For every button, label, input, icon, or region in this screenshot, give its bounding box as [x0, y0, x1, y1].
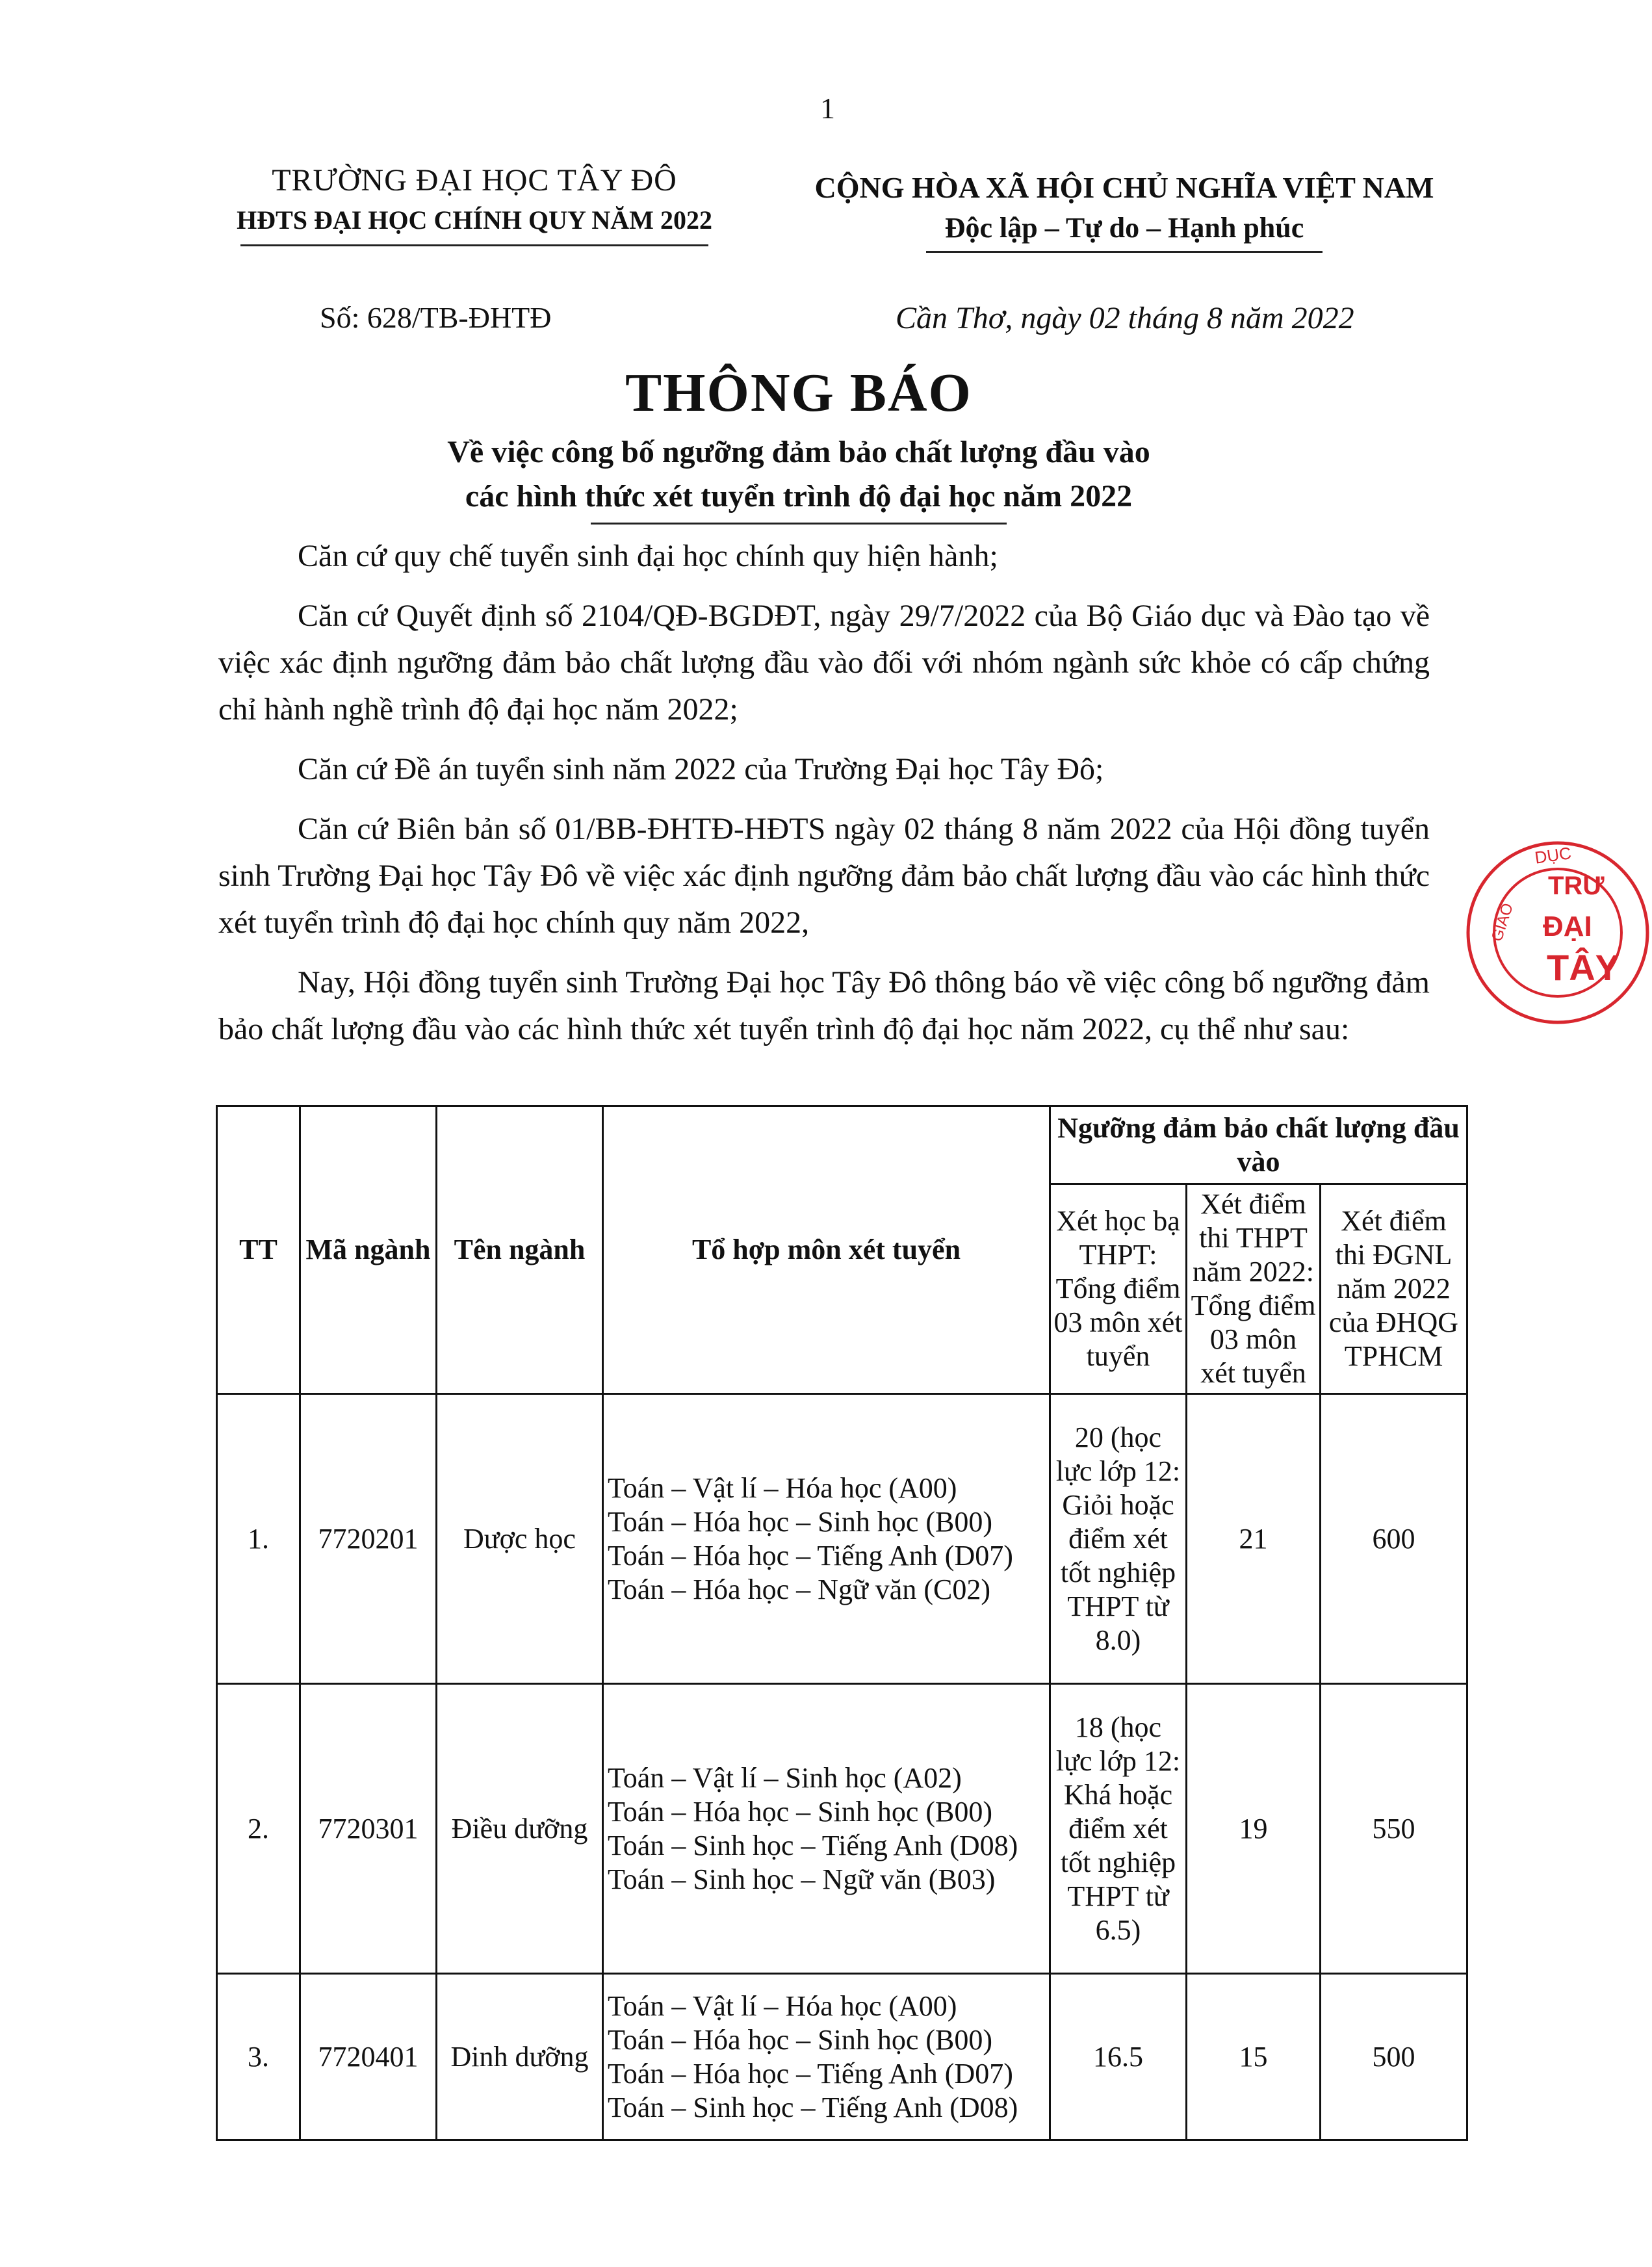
table-row [217, 1684, 1467, 1974]
combo-item: Toán – Sinh học – Tiếng Anh (D08) [608, 2091, 1018, 2123]
row-dgnl: 550 [1321, 1684, 1467, 1974]
paragraph: Căn cứ Quyết định số 2104/QĐ-BGDĐT, ngày 29/7/2022 của Bộ Giáo dục và Đào tạo về việc xác định ngưỡng đảm bảo chất lượng đầu vào đối với nhóm ngành sức khỏe có cấp chứng chỉ hành nghề trình độ đại học năm 2022; [218, 599, 1430, 727]
row-thpt: 15 [1187, 1974, 1321, 2140]
subtitle-underline [591, 523, 1007, 525]
header-combo: Tổ hợp môn xét tuyển [603, 1106, 1050, 1394]
row-hoc-ba: 20 (học lực lớp 12: Giỏi hoặc điểm xét tốt nghiệp THPT từ 8.0) [1050, 1394, 1187, 1684]
table-row [217, 1974, 1467, 2140]
header-code: Mã ngành [300, 1106, 437, 1394]
header-threshold-group: Ngưỡng đảm bảo chất lượng đầu vào [1050, 1106, 1467, 1184]
row-name: Dược học [437, 1394, 603, 1684]
paragraph: Nay, Hội đồng tuyển sinh Trường Đại học Tây Đô thông báo về việc công bố ngưỡng đảm bảo chất lượng đầu vào các hình thức xét tuyển trình độ đại học năm 2022, cụ thể như sau: [218, 965, 1430, 1046]
header-name: Tên ngành [437, 1106, 603, 1394]
paragraph: Căn cứ quy chế tuyển sinh đại học chính quy hiện hành; [298, 539, 998, 573]
document-title: THÔNG BÁO [625, 363, 972, 423]
combo-item: Toán – Sinh học – Tiếng Anh (D08) [608, 1829, 1018, 1861]
page-number: 1 [820, 92, 835, 125]
document-body [218, 533, 1430, 1072]
motto-underline [926, 251, 1323, 253]
combo-item: Toán – Hóa học – Tiếng Anh (D07) [608, 2057, 1013, 2090]
university-seal [1464, 838, 1652, 1027]
row-code: 7720201 [300, 1394, 437, 1684]
combo-item: Toán – Vật lí – Hóa học (A00) [608, 1989, 957, 2022]
document-subtitle [0, 430, 1597, 525]
row-tt: 3. [217, 1974, 300, 2140]
subtitle-line-1: Về việc công bố ngưỡng đảm bảo chất lượng đầu vào [447, 435, 1150, 469]
combo-item: Toán – Hóa học – Ngữ văn (C02) [608, 1573, 990, 1605]
subtitle-line-2: các hình thức xét tuyển trình độ đại học năm 2022 [465, 479, 1133, 513]
issuer-header [195, 162, 754, 246]
row-name: Dinh dưỡng [437, 1974, 603, 2140]
issuer-name: TRƯỜNG ĐẠI HỌC TÂY ĐÔ [272, 163, 677, 198]
combo-item: Toán – Hóa học – Sinh học (B00) [608, 2023, 993, 2056]
header-thpt: Xét điểm thi THPT năm 2022: Tổng điểm 03 môn xét tuyển [1187, 1184, 1321, 1394]
document-number: Số: 628/TB-ĐHTĐ [320, 301, 552, 334]
row-code: 7720301 [300, 1684, 437, 1974]
row-thpt: 19 [1187, 1684, 1321, 1974]
row-hoc-ba: 16.5 [1050, 1974, 1187, 2140]
seal-text-5: DỤC [1533, 843, 1573, 868]
threshold-table [216, 1105, 1468, 2141]
paragraph: Căn cứ Biên bản số 01/BB-ĐHTĐ-HĐTS ngày 02 tháng 8 năm 2022 của Hội đồng tuyển sinh Trường Đại học Tây Đô về việc xác định ngưỡng đảm bảo chất lượng đầu vào các hình thức xét tuyển trình độ đại học chính quy năm 2022, [218, 812, 1430, 940]
combo-item: Toán – Hóa học – Tiếng Anh (D07) [608, 1539, 1013, 1572]
header-hoc-ba: Xét học bạ THPT: Tổng điểm 03 môn xét tuyển [1050, 1184, 1187, 1394]
combo-item: Toán – Vật lí – Hóa học (A00) [608, 1471, 957, 1504]
combo-item: Toán – Hóa học – Sinh học (B00) [608, 1795, 993, 1828]
combo-item: Toán – Vật lí – Sinh học (A02) [608, 1761, 962, 1794]
row-combos [603, 1974, 1050, 2140]
paragraph: Căn cứ Đề án tuyển sinh năm 2022 của Trường Đại học Tây Đô; [298, 752, 1104, 786]
national-title: CỘNG HÒA XÃ HỘI CHỦ NGHĨA VIỆT NAM [814, 171, 1434, 204]
row-dgnl: 500 [1321, 1974, 1467, 2140]
row-tt: 2. [217, 1684, 300, 1974]
seal-text-4: GIÁO [1488, 901, 1517, 944]
row-dgnl: 600 [1321, 1394, 1467, 1684]
header-dgnl: Xét điểm thi ĐGNL năm 2022 của ĐHQG TPHCM [1321, 1184, 1467, 1394]
row-thpt: 21 [1187, 1394, 1321, 1684]
row-name: Điều dưỡng [437, 1684, 603, 1974]
row-combos [603, 1394, 1050, 1684]
row-hoc-ba: 18 (học lực lớp 12: Khá hoặc điểm xét tốt nghiệp THPT từ 6.5) [1050, 1684, 1187, 1974]
seal-text-3: TÂY [1547, 947, 1620, 988]
row-code: 7720401 [300, 1974, 437, 2140]
header-tt: TT [217, 1106, 300, 1394]
seal-text-1: TRƯ [1548, 872, 1605, 900]
national-motto: Độc lập – Tự do – Hạnh phúc [944, 212, 1304, 244]
row-combos [603, 1684, 1050, 1974]
combo-item: Toán – Sinh học – Ngữ văn (B03) [608, 1863, 996, 1895]
table-row [217, 1394, 1467, 1684]
issuer-underline [240, 244, 708, 246]
document-date: Cần Thơ, ngày 02 tháng 8 năm 2022 [896, 301, 1354, 335]
combo-item: Toán – Hóa học – Sinh học (B00) [608, 1505, 993, 1538]
national-header [773, 170, 1475, 253]
issuer-council: HĐTS ĐẠI HỌC CHÍNH QUY NĂM 2022 [237, 205, 712, 235]
seal-text-2: ĐẠI [1543, 911, 1592, 942]
table-header-row [217, 1106, 1467, 1184]
row-tt: 1. [217, 1394, 300, 1684]
